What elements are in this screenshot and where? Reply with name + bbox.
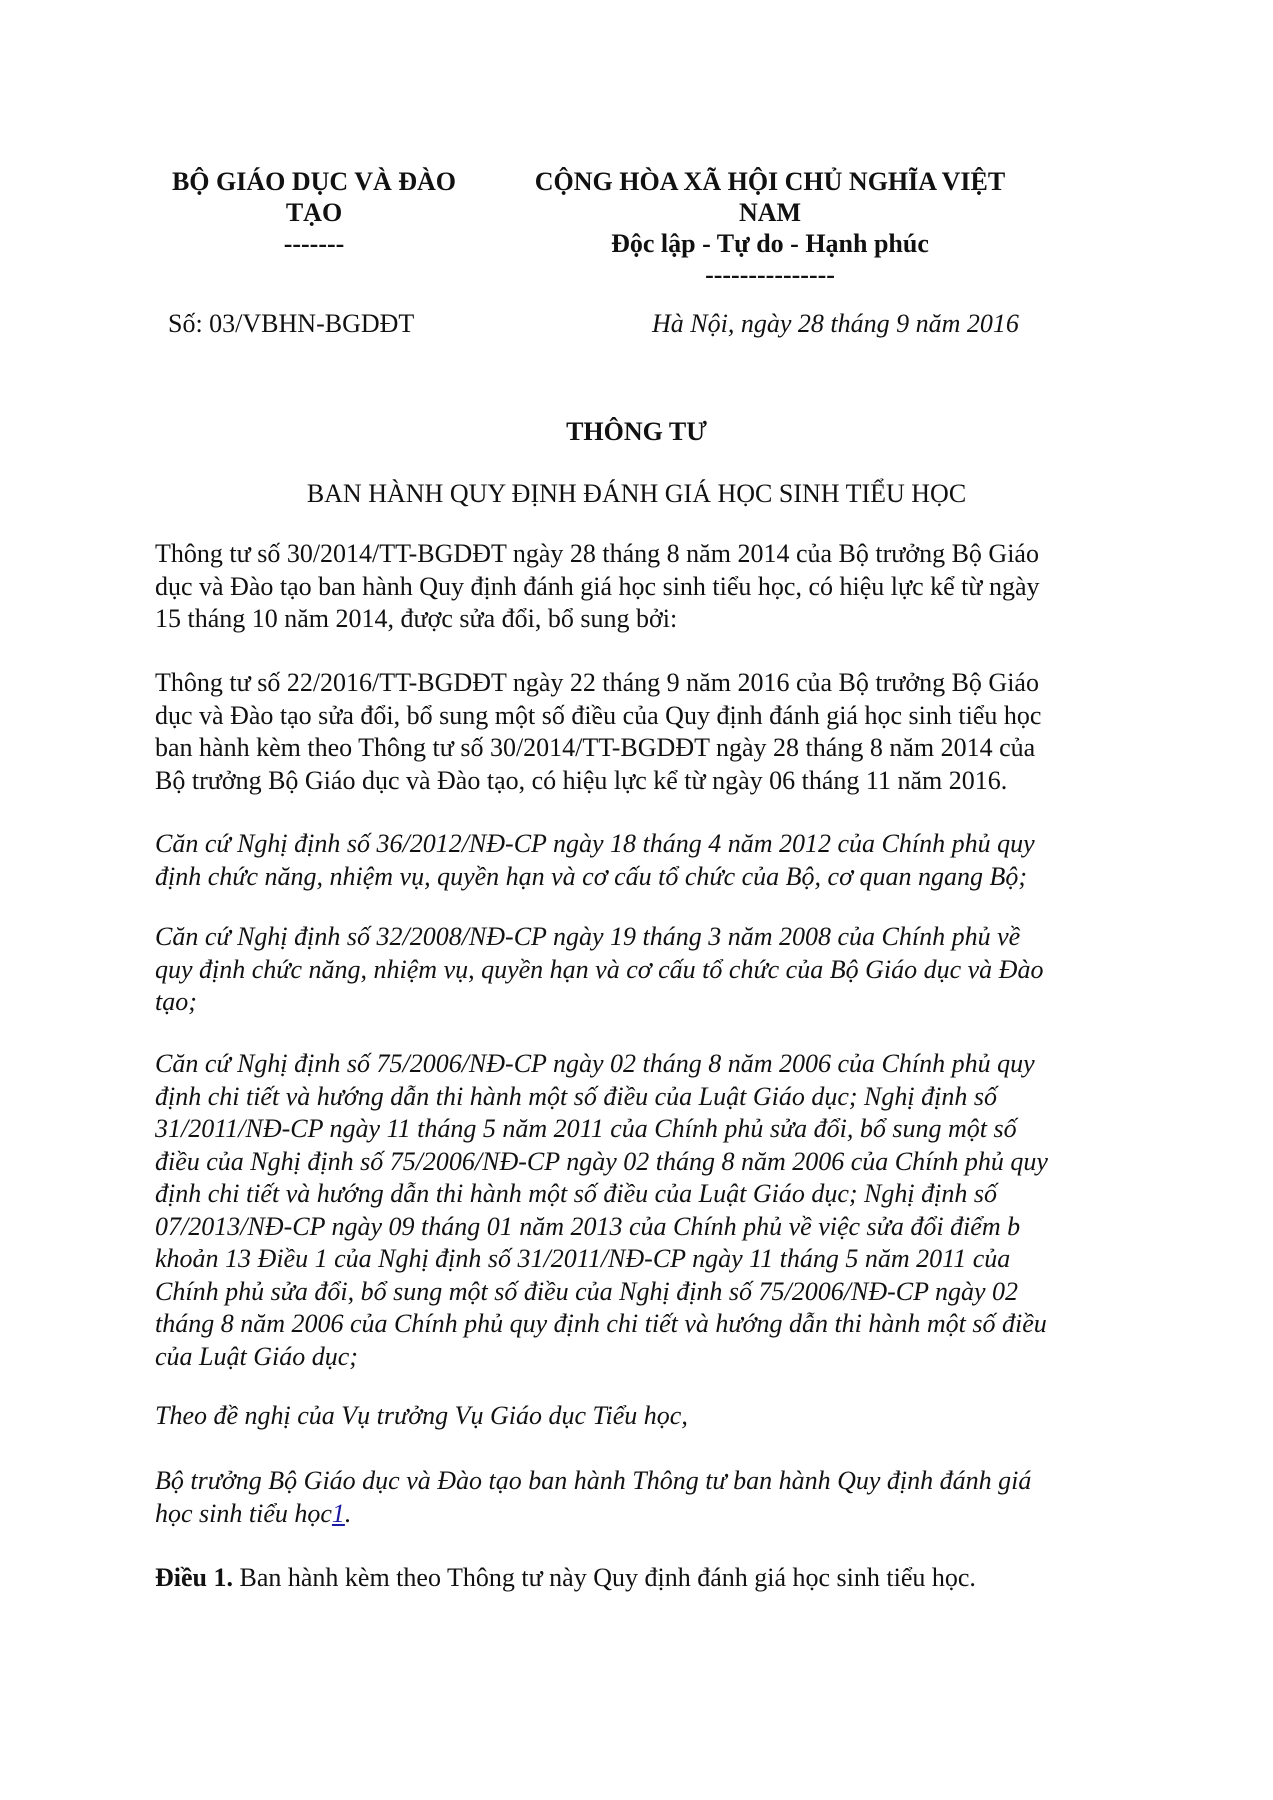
- country-name-line-1: CỘNG HÒA XÃ HỘI CHỦ NGHĨA VIỆT: [534, 167, 1006, 196]
- text-line: Thông tư số 30/2014/TT-BGDĐT ngày 28 tháng 8 năm 2014 của Bộ trưởng Bộ Giáo: [155, 539, 1039, 568]
- text-line: định chi tiết và hướng dẫn thi hành một số điều của Luật Giáo dục; Nghị định số: [155, 1179, 997, 1208]
- paragraph-amending-circular: [155, 667, 1125, 797]
- text-line: quy định chức năng, nhiệm vụ, quyền hạn và cơ cấu tổ chức của Bộ Giáo dục và Đào: [155, 954, 1044, 984]
- text-line: tháng 8 năm 2006 của Chính phủ quy định chi tiết và hướng dẫn thi hành một số điều: [155, 1309, 1047, 1338]
- text-line: của Luật Giáo dục;: [155, 1341, 358, 1371]
- footnote-link[interactable]: 1: [331, 1498, 345, 1528]
- text-line: 31/2011/NĐ-CP ngày 11 tháng 5 năm 2011 của Chính phủ sửa đổi, bổ sung một số: [155, 1114, 1017, 1143]
- ministry-name-line-2: TẠO: [285, 198, 343, 227]
- text-line: Chính phủ sửa đổi, bổ sung một số điều của Nghị định số 75/2006/NĐ-CP ngày 02: [155, 1276, 1019, 1306]
- text-line: học sinh tiểu học: [155, 1498, 332, 1528]
- article-1-text: Ban hành kèm theo Thông tư này Quy định đánh giá học sinh tiểu học.: [233, 1563, 976, 1592]
- national-header: [510, 166, 1030, 290]
- ministry-name-line-1: BỘ GIÁO DỤC VÀ ĐÀO: [171, 167, 457, 196]
- text-line: khoản 13 Điều 1 của Nghị định số 31/2011/NĐ-CP ngày 11 tháng 5 năm 2011 của: [155, 1244, 1011, 1273]
- text-line: điều của Nghị định số 75/2006/NĐ-CP ngày 02 tháng 8 năm 2006 của Chính phủ quy: [155, 1146, 1048, 1176]
- country-name-line-2: NAM: [738, 198, 802, 227]
- text-line: Bộ trưởng Bộ Giáo dục và Đào tạo, có hiệu lực kể từ ngày 06 tháng 11 năm 2016.: [155, 765, 1008, 795]
- article-1-line: [155, 1562, 1125, 1595]
- text-line: dục và Đào tạo ban hành Quy định đánh giá học sinh tiểu học, có hiệu lực kể từ ngày: [155, 571, 1040, 601]
- paragraph-issuance-statement: [155, 1465, 1125, 1530]
- paragraph-original-circular: [155, 538, 1125, 636]
- text-line: Căn cứ Nghị định số 32/2008/NĐ-CP ngày 19 tháng 3 năm 2008 của Chính phủ về: [155, 922, 1021, 951]
- text-line: dục và Đào tạo sửa đổi, bổ sung một số điều của Quy định đánh giá học sinh tiểu học: [155, 700, 1042, 730]
- text-line: Bộ trưởng Bộ Giáo dục và Đào tạo ban hành Thông tư ban hành Quy định đánh giá: [155, 1466, 1032, 1495]
- text-line: Theo đề nghị của Vụ trưởng Vụ Giáo dục Tiểu học,: [155, 1401, 688, 1430]
- text-line: tạo;: [155, 987, 197, 1016]
- text-line: 07/2013/NĐ-CP ngày 09 tháng 01 năm 2013 của Chính phủ về việc sửa đổi điểm b: [155, 1211, 1021, 1241]
- text-line: định chức năng, nhiệm vụ, quyền hạn và cơ cấu tổ chức của Bộ, cơ quan ngang Bộ;: [155, 861, 1028, 891]
- paragraph-legal-basis-decree-32: [155, 921, 1125, 1019]
- document-title: THÔNG TƯ: [566, 417, 707, 446]
- text-line: ban hành kèm theo Thông tư số 30/2014/TT-BGDĐT ngày 28 tháng 8 năm 2014 của: [155, 733, 1036, 762]
- ministry-separator: -------: [283, 229, 345, 258]
- text-line-with-footnote: [155, 1498, 1125, 1531]
- text-line: Căn cứ Nghị định số 75/2006/NĐ-CP ngày 02 tháng 8 năm 2006 của Chính phủ quy: [155, 1049, 1035, 1078]
- document-subtitle: BAN HÀNH QUY ĐỊNH ĐÁNH GIÁ HỌC SINH TIỂU HỌC: [306, 479, 967, 508]
- text-line: Căn cứ Nghị định số 36/2012/NĐ-CP ngày 18 tháng 4 năm 2012 của Chính phủ quy: [155, 829, 1035, 858]
- paragraph-proposal: [155, 1400, 1125, 1433]
- text-line: định chi tiết và hướng dẫn thi hành một số điều của Luật Giáo dục; Nghị định số: [155, 1081, 997, 1111]
- ministry-header: [155, 166, 473, 259]
- motto-separator: ---------------: [705, 260, 835, 289]
- text-line: 15 tháng 10 năm 2014, được sửa đổi, bổ sung bởi:: [155, 604, 678, 633]
- document-number: Số: 03/VBHN-BGDĐT: [168, 309, 415, 338]
- national-motto: Độc lập - Tự do - Hạnh phúc: [611, 229, 929, 258]
- article-1-label: Điều 1.: [155, 1563, 233, 1592]
- trailing-punctuation: .: [344, 1498, 352, 1528]
- paragraph-legal-basis-decree-75: [155, 1048, 1125, 1373]
- paragraph-legal-basis-decree-36: [155, 828, 1125, 893]
- place-date: Hà Nội, ngày 28 tháng 9 năm 2016: [652, 309, 1019, 338]
- article-1: [155, 1562, 1125, 1595]
- text-line: Thông tư số 22/2016/TT-BGDĐT ngày 22 tháng 9 năm 2016 của Bộ trưởng Bộ Giáo: [155, 668, 1039, 697]
